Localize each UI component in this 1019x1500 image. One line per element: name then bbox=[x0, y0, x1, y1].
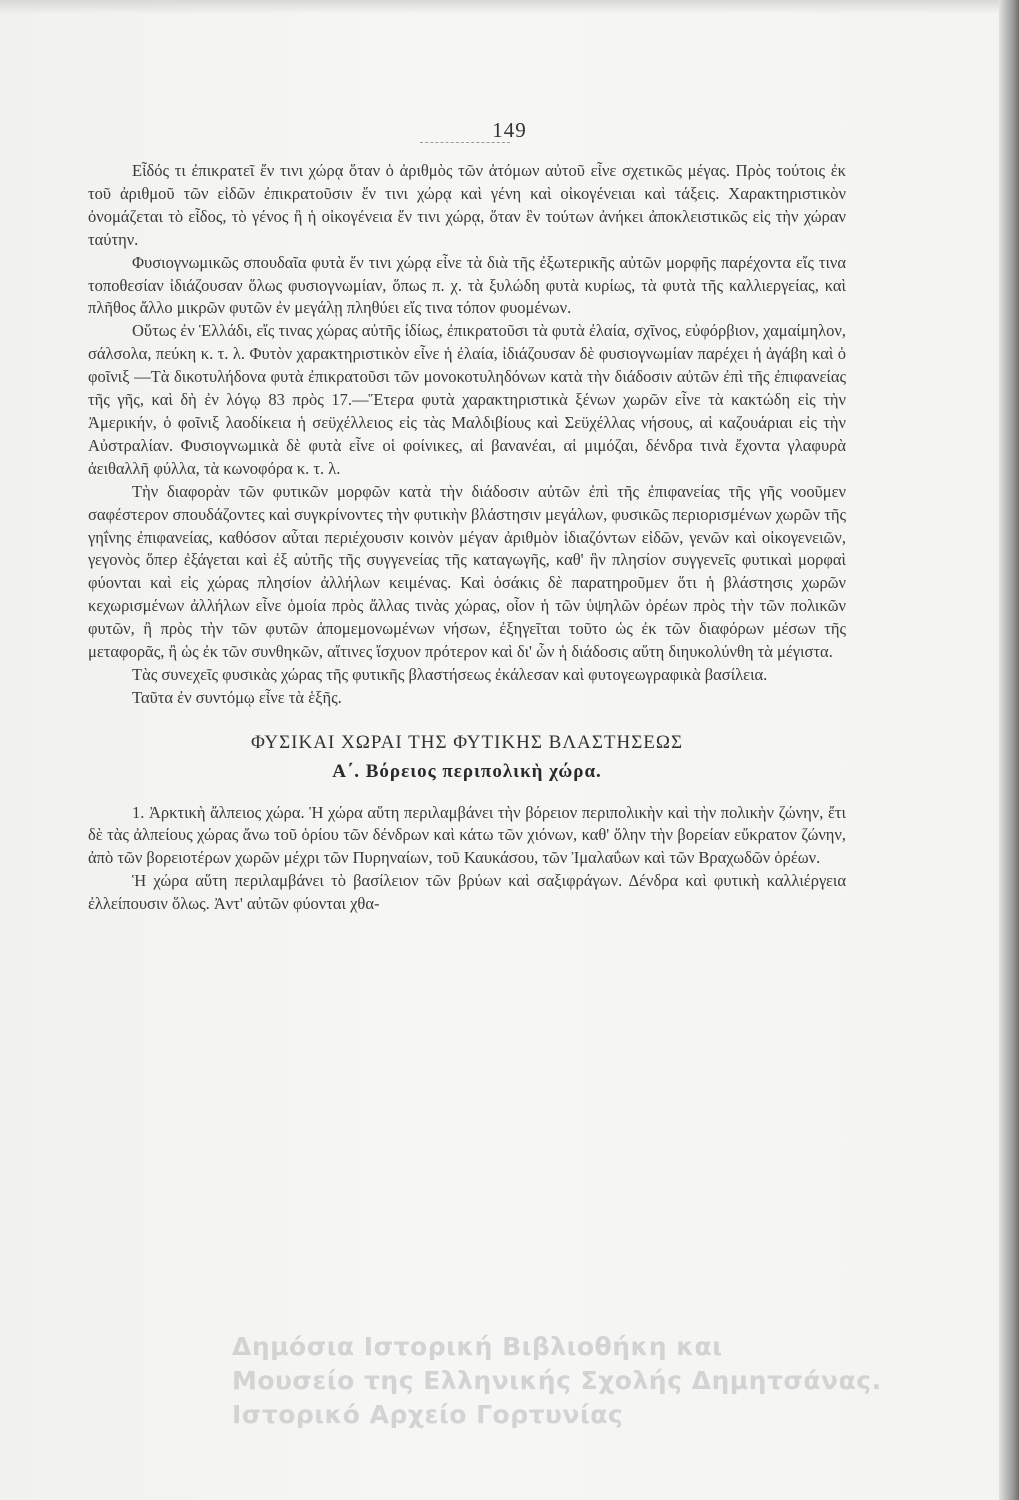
section-heading: ΦΥΣΙΚΑΙ ΧΩΡΑΙ ΤΗΣ ΦΥΤΙΚΗΣ ΒΛΑΣΤΗΣΕΩΣ bbox=[250, 731, 684, 753]
watermark-line-3: Ιστορικό Αρχείο Γορτυνίας bbox=[232, 1400, 624, 1429]
paragraph-6: Ταῦτα ἐν συντόμῳ εἶνε τὰ ἑξῆς. bbox=[132, 687, 342, 707]
page-right-edge-shadow bbox=[999, 0, 1019, 1500]
watermark-line-2: Μουσείο της Ελληνικής Σχολής Δημητσάνας. bbox=[232, 1366, 882, 1395]
paragraph-5: Τὰς συνεχεῖς φυσικὰς χώρας τῆς φυτικῆς βλαστήσεως ἐκάλεσαν καὶ φυτογεωγραφικὰ βασίλεια. bbox=[132, 664, 768, 684]
page-number-rule bbox=[420, 142, 510, 143]
paragraph-3: Οὕτως ἐν Ἑλλάδι, εἴς τινας χώρας αὐτῆς ἰδίως, ἐπικρατοῦσι τὰ φυτὰ ἐλαία, σχῖνος, εὐφόρβιον, χαμαίμηλον, σάλσολα, πεύκη κ. τ. λ. Φυτὸν χαρακτηριστικὸν εἶνε ἡ ἐλαία, ἰδιάζουσαν δὲ φυσιογνωμίαν παρέχει ἡ ἀγάβη καὶ ὁ φοῖνιξ —Τὰ δικοτυλήδονα φυτὰ ἐπικρατοῦσι τῶν μονοκοτυληδόνων κατὰ τὴν διάδοσιν αὐτῶν ἐπὶ τῆς ἐπιφανείας τῆς γῆς, καὶ δὴ ἐν λόγῳ 83 πρὸς 17.—Ἕτερα φυτὰ χαρακτηριστικὰ ξένων χωρῶν εἶνε τὰ κακτώδη εἰς τὴν Ἀμερικήν, ὁ φοῖνιξ λαοδίκεια ἡ σεϋχέλλειος εἰς τὰς Μαλδιβίους καὶ Σεϋχέλλας νήσους, αἱ καζουάριαι εἰς τὴν Αὐστραλίαν. Φυσιογνωμικὰ δὲ φυτὰ εἶνε οἱ φοίνικες, αἱ βανανέαι, αἱ μιμόζαι, δένδρα τινὰ ἔχοντα γλαφυρὰ ἀειθαλλῆ φύλλα, τὰ κωνοφόρα κ. τ. λ. bbox=[88, 321, 846, 478]
paragraph-8: Ἡ χώρα αὕτη περιλαμβάνει τὸ βασίλειον τῶν βρύων καὶ σαξιφράγων. Δένδρα καὶ φυτικὴ καλλιέργεια ἐλλείπουσιν ὅλως. Ἀντ' αὐτῶν φύονται χθα- bbox=[88, 871, 846, 914]
library-watermark bbox=[232, 1330, 992, 1432]
subsection-heading: Α΄. Βόρειος περιπολικὴ χώρα. bbox=[332, 760, 602, 782]
watermark-line-1: Δημόσια Ιστορική Βιβλιοθήκη και bbox=[232, 1332, 723, 1361]
paragraph-7: 1. Ἀρκτικὴ ἄλπειος χώρα. Ἡ χώρα αὕτη περιλαμβάνει τὴν βόρειον περιπολικὴν καὶ τὴν πολικὴν ζώνην, ἔτι δὲ τὰς ἀλπείους χώρας ἄνω τοῦ ὁρίου τῶν δένδρων καὶ κάτω τῶν χιόνων, καθ' ὅλην τὴν βορείαν εὔκρατον ζώνην, ἀπὸ τῶν βορειοτέρων χωρῶν μέχρι τῶν Πυρηναίων, τοῦ Καυκάσου, τῶν Ἰμαλαΰων καὶ τῶν Βραχωδῶν ὀρέων. bbox=[88, 802, 846, 868]
body-text bbox=[88, 160, 846, 916]
page-top-shadow bbox=[0, 0, 1019, 14]
paragraph-1: Εἶδός τι ἐπικρατεῖ ἔν τινι χώρᾳ ὅταν ὁ ἀριθμὸς τῶν ἀτόμων αὐτοῦ εἶνε σχετικῶς μέγας. Πρὸς τούτοις ἐκ τοῦ ἀριθμοῦ τῶν εἰδῶν ἐπικρατοῦσιν ἔν τινι χώρᾳ καὶ γένη καὶ οἰκογένειαι καὶ τάξεις. Χαρακτηριστικὸν ὀνομάζεται τὸ εἶδος, τὸ γένος ἢ ἡ οἰκογένεια ἔν τινι χώρᾳ, ὅταν ἓν τούτων ἀνήκει ἀποκλειστικῶς εἰς τὴν χώραν ταύτην. bbox=[88, 161, 846, 249]
paragraph-2: Φυσιογνωμικῶς σπουδαῖα φυτὰ ἔν τινι χώρᾳ εἶνε τὰ διὰ τῆς ἐξωτερικῆς αὐτῶν μορφῆς παρέχοντα εἴς τινα τοποθεσίαν ἰδιάζουσαν ὅλως φυσιογνωμίαν, ὅπως π. χ. τὰ ξυλώδη φυτὰ κυρίως, τὰ φυτὰ τῆς καλλιεργείας, καὶ πλῆθος ἄλλο μικρῶν φυτῶν ἐν μεγάλῃ πληθύει εἴς τινα τόπον φυομένων. bbox=[88, 252, 846, 318]
paragraph-4: Τὴν διαφορὰν τῶν φυτικῶν μορφῶν κατὰ τὴν διάδοσιν αὐτῶν ἐπὶ τῆς ἐπιφανείας τῆς γῆς νοοῦμεν σαφέστερον σπουδάζοντες καὶ συγκρίνοντες τὴν φυτικὴν βλάστησιν μεγάλων, φυσικῶς περιορισμένων χωρῶν τῆς γηΐνης ἐπιφανείας, καθόσον αὗται περιέχουσιν κοινὸν μέγαν ἀριθμὸν ἰδιαζόντων εἰδῶν, γενῶν καὶ οἰκογενειῶν, γεγονὸς ὅπερ ἐξάγεται καὶ ἐξ αὐτῆς τῆς συγγενείας τῆς καταγωγῆς, καθ' ἣν πλησίον συγγενεῖς φυτικαὶ μορφαὶ φύονται καὶ εἰς χώρας πλησίον ἀλλήλων κειμένας. Καὶ ὁσάκις δὲ παρατηροῦμεν ὅτι ἡ βλάστησις χωρῶν κεχωρισμένων ἀλλήλων εἶνε ὁμοία πρὸς ἄλλας τινὰς χώρας, οἷον ἡ τῶν ὑψηλῶν ὀρέων πρὸς τὴν τῶν πολικῶν φυτῶν, ἢ πρὸς τὴν τῶν φυτῶν ἀπομεμονωμένων νήσων, ἐξηγεῖται τοῦτο ὡς ἐκ τῶν διαφόρων μέσων τῆς μεταφορᾶς, ἢ ὡς ἐκ τῶν συνθηκῶν, αἵτινες ἴσχυον πρότερον καὶ δι' ὧν ἡ διάδοσις αὕτη διηυκολύνθη τὰ μέγιστα. bbox=[88, 481, 846, 662]
page-number: 149 bbox=[492, 118, 527, 142]
